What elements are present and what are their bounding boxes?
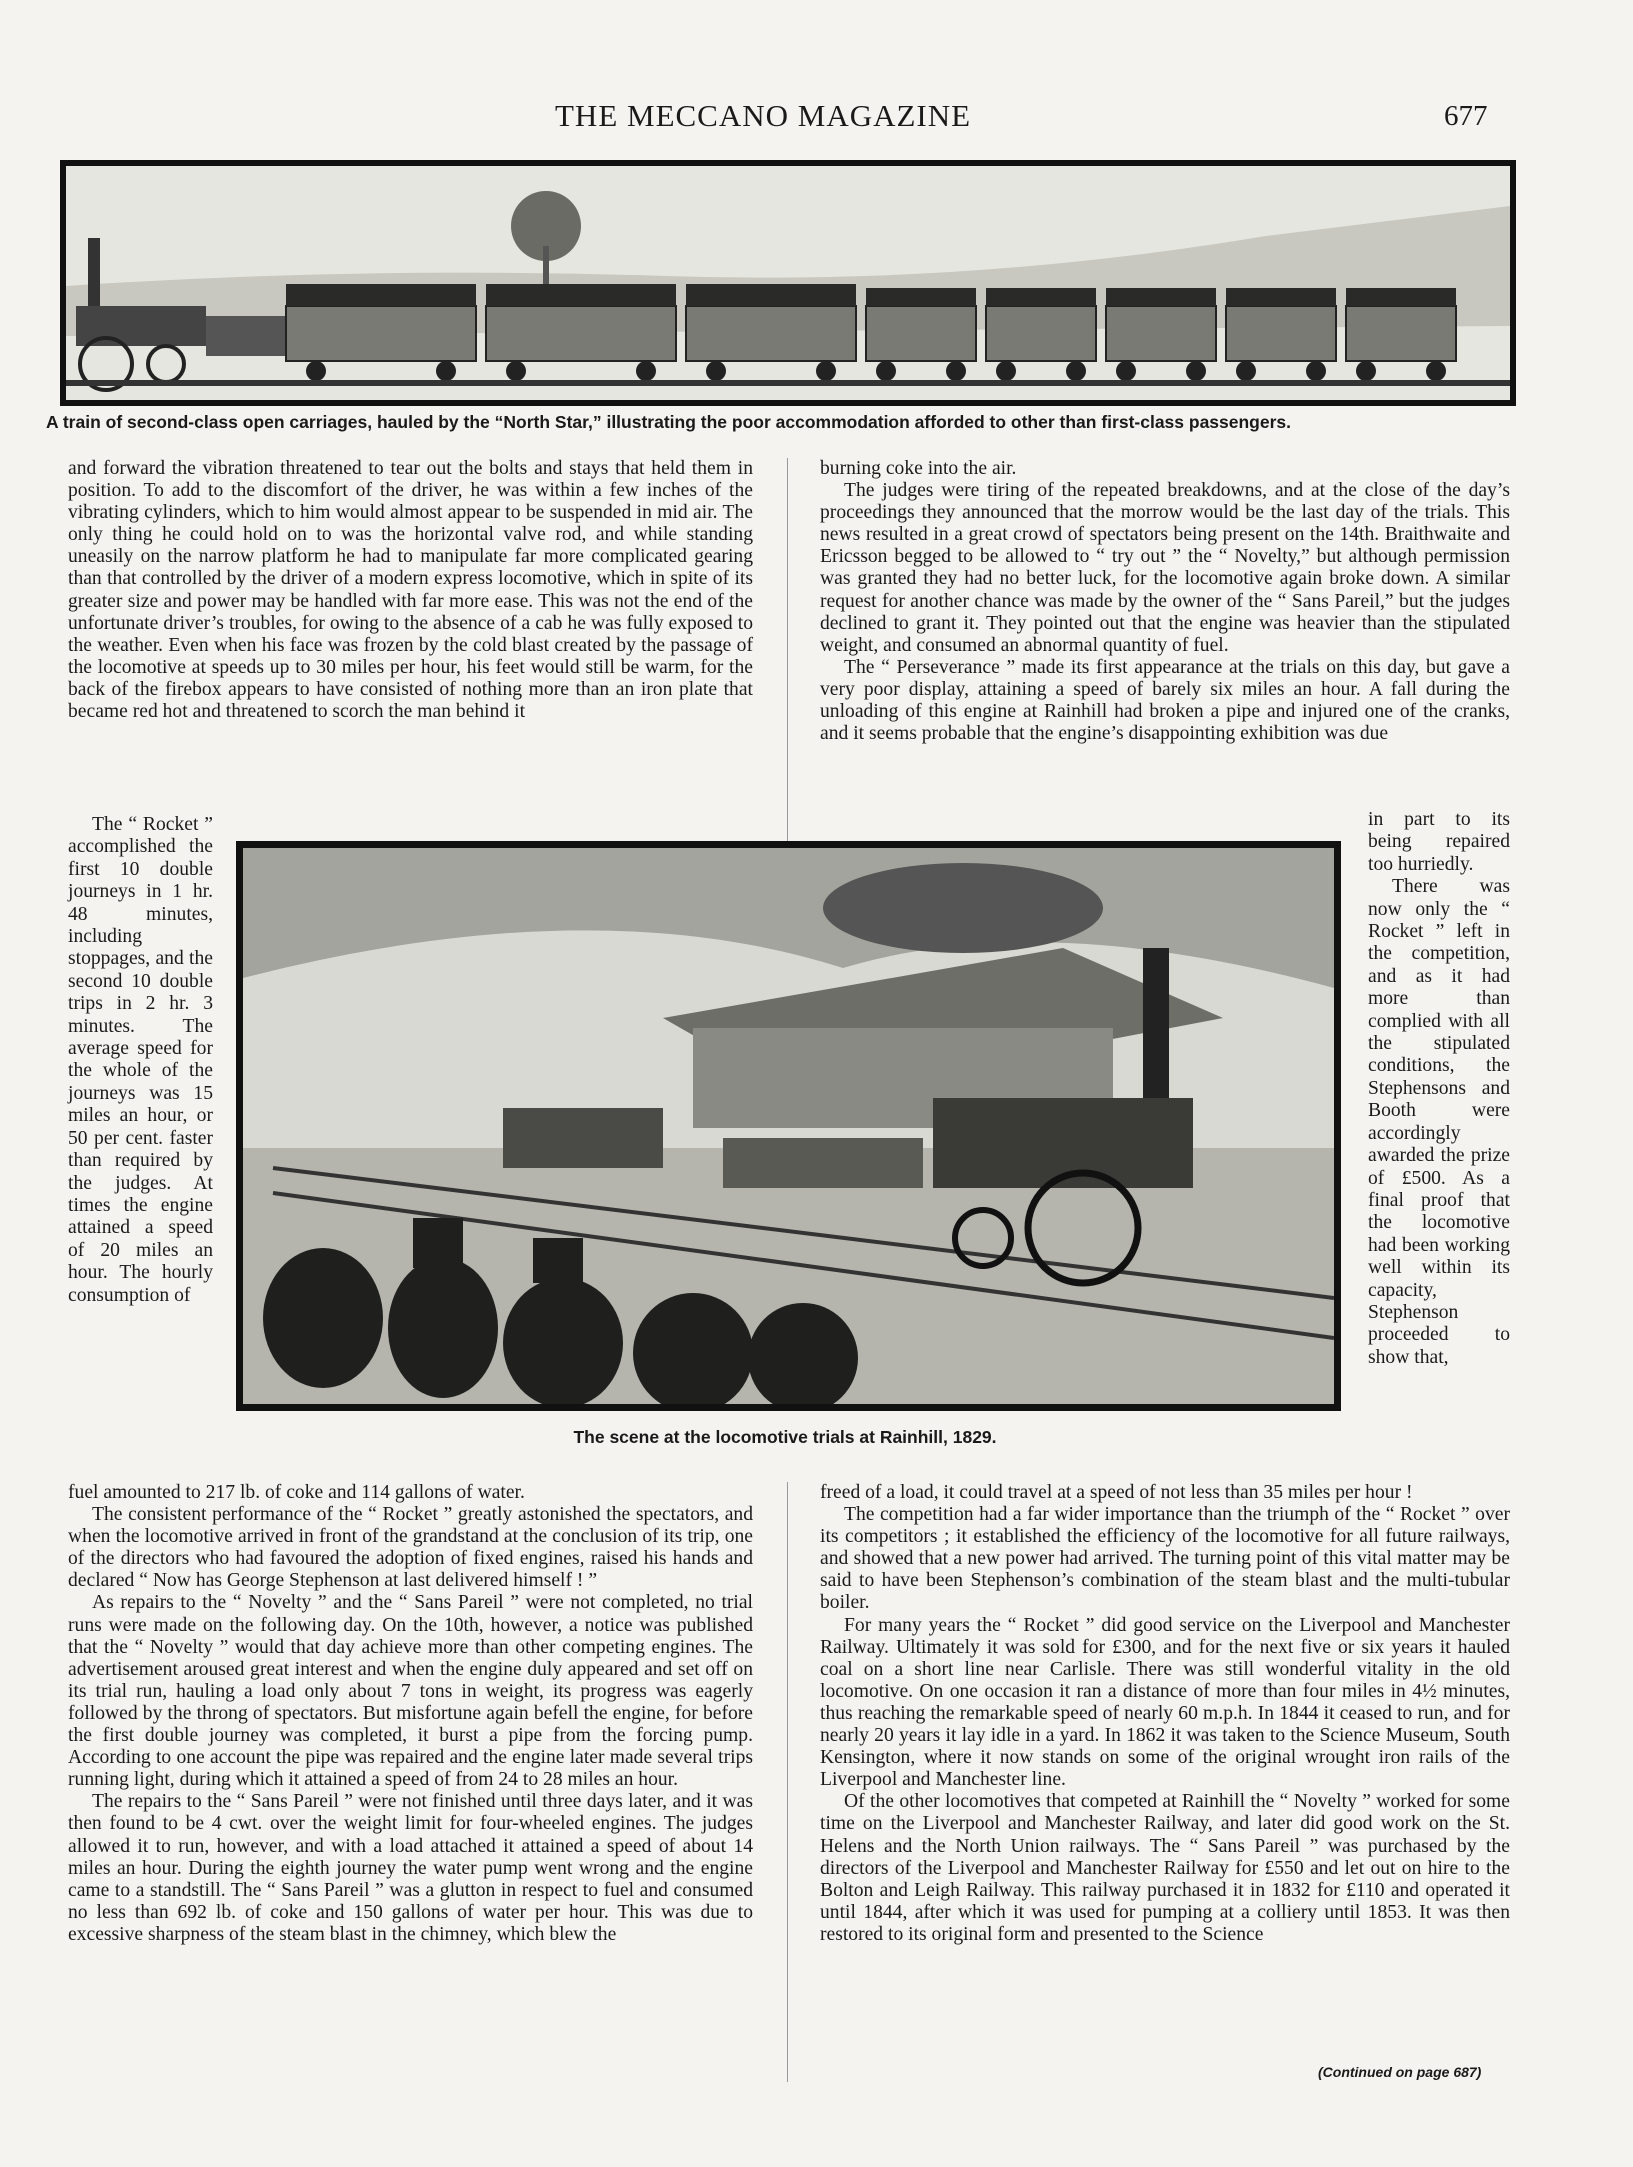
top-illustration-caption: A train of second-class open carriages, hauled by the “North Star,” illustrating the poor accommodation afforded to other than first-class passengers. [46, 412, 1292, 432]
paragraph: The “ Perseverance ” made its first appearance at the trials on this day, but gave a very poor display, attaining a speed of barely six miles an hour. A fall during the unloading of this engine at Rainhill had broken a pipe and injured one of the cranks, and it seems probable that the engine’s disappointing exhibition was due [820, 656, 1510, 745]
paragraph: There was now only the “ Rocket ” left in the competition, and as it had more than complied with all the stipulated conditions, the Stephensons and Booth were accordingly awarded the prize of £500. As a final proof that the locomotive had been working well within its capacity, Stephenson proceeded to show that, [1368, 876, 1510, 1368]
paragraph: freed of a load, it could travel at a speed of not less than 35 miles per hour ! [820, 1482, 1413, 1503]
paragraph: The judges were tiring of the repeated breakdowns, and at the close of the day’s proceedings they announced that the morrow would be the last day of the trials. This news resulted in a great crowd of spectators being present on the 14th. Braithwaite and Ericsson begged to be allowed to “ try out ” the “ Novelty,” but although permission was granted they had no better luck, for the locomotive again broke down. A similar request for another chance was made by the owner of the “ Sans Pareil,” but the judges declined to grant it. They pointed out that the engine was heavier than the stipulated weight, and consumed an abnormal quantity of fuel. [820, 480, 1510, 656]
paragraph: As repairs to the “ Novelty ” and the “ Sans Pareil ” were not completed, no trial runs were made on the following day. On the 10th, however, a notice was published that the “ Novelty ” would that day achieve more than other competing engines. The advertisement aroused great interest and when the engine duly appeared and set off on its trial run, hauling a load only about 7 tons in weight, its progress was eagerly followed by the throng of spectators. But misfortune again befell the engine, for before the first double journey was completed, it burst a pipe from the forcing pump. According to one account the pipe was repaired and the engine later made several trips running light, during which it attained a speed of from 24 to 28 miles an hour. [68, 1592, 753, 1791]
left-column-bottom-text [68, 1482, 753, 1946]
right-column-bottom-text [820, 1482, 1510, 1946]
middle-illustration-caption: The scene at the locomotive trials at Rainhill, 1829. [573, 1427, 997, 1447]
left-column-top-text [68, 458, 753, 723]
paragraph: burning coke into the air. [820, 458, 1017, 479]
paragraph: Of the other locomotives that competed at Rainhill the “ Novelty ” worked for some time on the Liverpool and Manchester Railway, and later did good work on the St. Helens and the North Union railways. The “ Sans Pareil ” was purchased by the directors of the Liverpool and Manchester Railway for £550 and let out on hire to the Bolton and Leigh Railway. This railway purchased it in 1832 for £110 and operated it until 1844, after which it was used for pumping at a colliery until 1853. It was then restored to its original form and presented to the Science [820, 1791, 1510, 1945]
train-illustration [60, 160, 1516, 406]
train-drawing [66, 166, 1510, 400]
paragraph: and forward the vibration threatened to tear out the bolts and stays that held them in position. To add to the discomfort of the driver, he was within a few inches of the vibrating cylinders, which to him would almost appear to be suspended in mid air. The only thing he could hold on to was the horizontal valve rod, and while standing uneasily on the narrow platform he had to manipulate far more complicated gearing than that controlled by the driver of a modern express locomotive, which in spite of its greater size and power may be handled with far more ease. This was not the end of the unfortunate driver’s troubles, for owing to the absence of a cab he was fully exposed to the weather. Even when his face was frozen by the cold blast created by the passage of the locomotive at speeds up to 30 miles per hour, his feet would still be warm, for the back of the firebox appears to have consisted of nothing more than an iron plate that became red hot and threatened to scorch the man behind it [68, 458, 753, 723]
paragraph: fuel amounted to 217 lb. of coke and 114 gallons of water. [68, 1482, 525, 1503]
narrow-left-text [68, 814, 213, 1307]
narrow-right-text [1368, 809, 1510, 1369]
rainhill-drawing [243, 848, 1334, 1404]
paragraph: The consistent performance of the “ Rocket ” greatly astonished the spectators, and when the locomotive arrived in front of the grandstand at the conclusion of its trip, one of the directors who had favoured the adoption of fixed engines, raised his hands and declared “ Now has George Stephenson at last delivered himself ! ” [68, 1504, 753, 1592]
right-column-top-text [820, 458, 1510, 745]
magazine-title: THE MECCANO MAGAZINE [555, 98, 972, 133]
rainhill-illustration [236, 841, 1341, 1411]
paragraph: The “ Rocket ” accomplished the first 10 double journeys in 1 hr. 48 minutes, including stoppages, and the second 10 double trips in 2 hr. 3 minutes. The average speed for the whole of the journeys was 15 miles an hour, or 50 per cent. faster than required by the judges. At times the engine attained a speed of 20 miles an hour. The hourly consumption of [68, 814, 213, 1306]
column-divider [787, 1482, 788, 2082]
paragraph: The repairs to the “ Sans Pareil ” were not finished until three days later, and it was then found to be 4 cwt. over the weight limit for four-wheeled engines. The judges allowed it to run, however, and with a load attached it attained a speed of about 14 miles an hour. During the eighth journey the water pump went wrong and the engine came to a standstill. The “ Sans Pareil ” was a glutton in respect to fuel and consumed no less than 692 lb. of coke and 150 gallons of water per hour. This was due to excessive sharpness of the steam blast in the chimney, which blew the [68, 1791, 753, 1945]
continued-note[interactable]: (Continued on page 687) [1318, 2064, 1482, 2080]
paragraph: The competition had a far wider importance than the triumph of the “ Rocket ” over its competitors ; it established the efficiency of the locomotive for all future railways, and showed that a new power had arrived. The turning point of this vital matter may be said to have been Stephenson’s combination of the steam blast and the multi-tubular boiler. [820, 1504, 1510, 1614]
page-number: 677 [1444, 100, 1488, 132]
paragraph: in part to its being repaired too hurriedly. [1368, 809, 1510, 875]
paragraph: For many years the “ Rocket ” did good service on the Liverpool and Manchester Railway. Ultimately it was sold for £300, and for the next five or six years it hauled coal on a short line near Carlisle. There was still wonderful vitality in the old locomotive. On one occasion it ran a distance of more than four miles in 4½ minutes, thus reaching the remarkable speed of nearly 60 m.p.h. In 1844 it ceased to run, and for nearly 20 years it lay idle in a yard. In 1862 it was taken to the Science Museum, South Kensington, where it now stands on some of the original wrought iron rails of the Liverpool and Manchester line. [820, 1614, 1510, 1791]
